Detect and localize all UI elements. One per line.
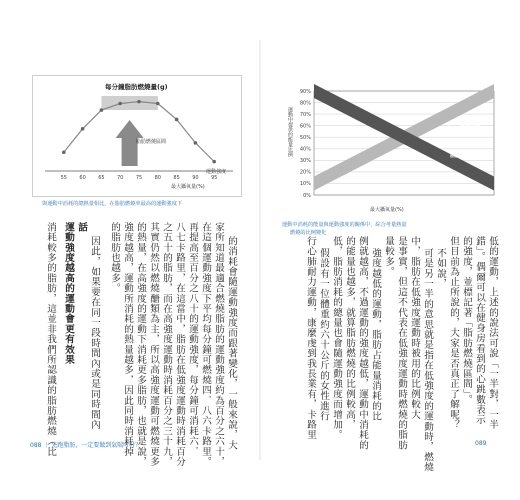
fat-band-label: 脂肪燃燒: [450, 153, 471, 159]
x-tick-label: 55: [60, 175, 67, 181]
right-chart-caption-line1: 運動中消耗的能量與運動強度的關係中，綜合考量熱量: [282, 222, 407, 228]
data-point: [137, 100, 141, 104]
text-column: 的能量也越多，就算脂肪燃燒的比例較高，: [344, 236, 355, 430]
text-column: 錯」。偶爾可以在健身房看到的心跳數表示: [474, 236, 485, 425]
text-column: 的強度，並標記著「脂肪燃燒區間」。: [461, 236, 472, 405]
x-tick-label: 75: [135, 175, 143, 181]
text-column: 八七卡路里，在這當中，脂肪在低強度運動時消耗百分: [174, 222, 185, 467]
text-column: 可是另一半的意思就是指在低強度的運動時，燃燒: [422, 248, 433, 473]
data-point: [62, 150, 66, 154]
book-gutter: [259, 40, 261, 460]
text-column: 強度越高，運動所消耗的熱量越多，因此同時消耗掉: [122, 222, 133, 457]
right-chart-caption-line2: 燃燒的比例變化: [290, 230, 327, 236]
y-tick-label: 20%: [299, 169, 311, 176]
x-tick-label: 85: [173, 175, 180, 181]
fat-burning-zone-label: 脂肪燃燒區間: [136, 139, 167, 145]
text-column: 中，脂肪在低強度運動時被用的比例較大: [409, 236, 420, 420]
text-column: 量較多。: [383, 236, 394, 277]
text-column: 強度越低的運動，脂肪占能量消耗的比: [370, 248, 381, 422]
text-column: 家所知道最適合燃燒脂肪的運動強度約為百分之六十，: [213, 222, 224, 467]
data-point: [81, 127, 85, 131]
y-tick-label: 40%: [299, 146, 311, 153]
data-point: [194, 141, 198, 145]
text-column: 之五十的脂肪，而在高強度運動時消耗百分之三十九，: [161, 222, 172, 467]
fat-burning-chart-plot: [33, 76, 241, 196]
text-column: 低的運動，上述的說法可說「一半對，一半: [487, 236, 498, 430]
data-point: [118, 102, 122, 106]
data-point: [175, 118, 179, 122]
x-axis-label: 運動強度: [206, 169, 227, 175]
left-chart-caption: 與運動中消耗的總熱量相比，在脂肪燃燒率最高的運動強度下: [42, 201, 183, 207]
text-column: 其實仍然以燃燒醣類為主，所以高強度運動可燃燒更多: [148, 222, 159, 467]
y-tick-label: 10%: [299, 181, 311, 188]
text-column: 的脂肪也越多。: [109, 222, 120, 294]
y-tick-label: 80%: [299, 100, 311, 107]
text-column: 在這個運動強度下平均每分鐘可燃燒四．八六卡路里。: [200, 222, 211, 467]
text-column: 再提高至百分之八十的運動強度，每分鐘可消耗六．: [187, 222, 198, 457]
x-tick-label: 95: [211, 175, 218, 181]
text-column: 但目前為止所說的，大家是否真正了解呢？: [448, 236, 459, 430]
y-tick-label: 70%: [299, 111, 311, 118]
bold-text-column: 話: [76, 222, 87, 233]
text-column: 低，脂肪消耗的總量也會隨運動強度而增加。: [331, 236, 342, 440]
x-tick-label: 90: [192, 175, 199, 181]
text-column: 假設有一位體重約六十公斤的女性進行: [318, 248, 329, 422]
text-column: 消耗較多的脂肪，這並非我們所認識的脂肪燃燒（比: [45, 222, 56, 457]
left-page-folio: 088 ｜ 先跑脂肪，一定要做到氣喘吁吁？: [30, 442, 142, 449]
x-tick-label: 65: [98, 175, 105, 181]
y-axis-label: 運動中提供的能量比例: [287, 107, 293, 157]
fat-burning-chart: [32, 75, 242, 197]
data-point: [100, 108, 104, 112]
y-tick-label: 60%: [299, 123, 311, 130]
energy-ratio-chart-plot: [282, 83, 502, 216]
carb-band-label: 醣類燃燒: [460, 123, 481, 129]
text-column: 例就越高，不過運動的強度越低，運動中消耗的: [357, 236, 368, 451]
x-tick-label: 70: [117, 175, 124, 181]
x-tick-label: 60: [79, 175, 86, 181]
y-tick-label: 0%: [303, 192, 311, 199]
x-axis-label: 最大攝氧量(%): [370, 207, 404, 213]
text-column: 的熱量，在高強度的運動下消耗更多脂肪，也就是說，: [135, 222, 146, 467]
chart-title: 每分鐘脂肪燃燒量(g): [105, 83, 168, 91]
data-point: [156, 102, 160, 106]
text-column: 的消耗會隨運動強度而跟著變化，一般來說，大: [226, 236, 237, 451]
y-tick-label: 30%: [299, 158, 311, 165]
y-tick-label: 50%: [299, 135, 311, 142]
bold-text-column: 運動強度越高的運動會更有效果: [63, 222, 74, 365]
energy-ratio-chart: [282, 83, 502, 216]
data-point: [212, 160, 216, 164]
x-tick-label: 80: [154, 175, 161, 181]
y-tick-label: 90%: [299, 88, 311, 95]
text-column: 因此，如果要在同一段時間內或是同時間內: [89, 236, 100, 430]
text-column: 行心肺耐力運動，康麼虔到我長業有，卡路里: [305, 236, 316, 440]
text-column: 不如說，: [435, 248, 446, 289]
right-page-folio: 089: [475, 440, 487, 447]
text-column: 是事實，但這不代表在低強度運動時燃燒的脂肪: [396, 236, 407, 451]
x-axis-unit-label: 最大攝氧量(%): [171, 184, 205, 190]
